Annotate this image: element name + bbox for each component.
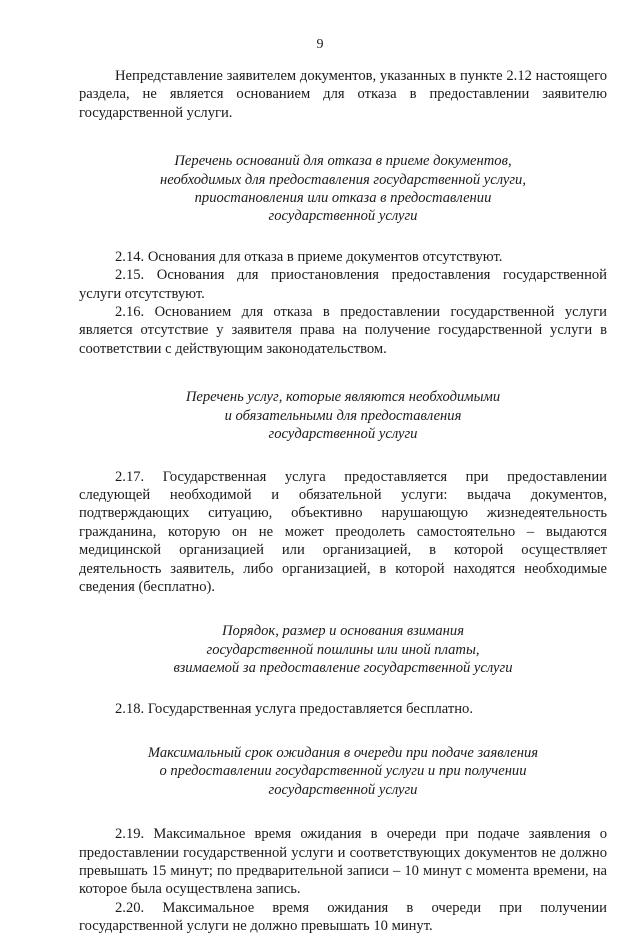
heading-line: о предоставлении государственной услуги и при получении (159, 763, 527, 780)
heading-line: государственной услуги (268, 208, 418, 225)
section-heading-fee (79, 622, 607, 677)
heading-line: и обязательными для предоставления (224, 407, 462, 424)
heading-line: приостановления или отказа в предоставлении (194, 190, 492, 207)
heading-line: государственной услуги (268, 781, 418, 798)
heading-line: Порядок, размер и основания взимания (221, 623, 464, 640)
heading-line: Максимальный срок ожидания в очереди при подаче заявления (147, 744, 539, 761)
heading-line: государственной услуги (268, 426, 418, 443)
heading-line: необходимых для предоставления государственной услуги, (159, 171, 527, 188)
page-number: 9 (316, 37, 324, 52)
paragraph-2-17: 2.17. Государственная услуга предоставляется при предоставлении следующей необходимой и обязательной услуги: выдача документов, подтверждающих ситуацию, объективно нарушающую жизнедеятельность гражданина, которую он не может преодолеть самостоятельно – выдаются медицинской организацией или организацией, в которой осуществляет деятельность заявитель, либо организацией, в которой находятся необходимые сведения (бесплатно). (79, 468, 607, 595)
document-body (79, 67, 607, 936)
section-heading-queue-time (79, 744, 607, 799)
heading-line: государственной пошлины или иной платы, (206, 641, 480, 658)
heading-line: Перечень услуг, которые являются необходимыми (185, 389, 501, 406)
heading-line: Перечень оснований для отказа в приеме документов, (174, 153, 512, 170)
heading-line: взимаемой за предоставление государственной услуги (173, 660, 513, 677)
paragraph-2-19: 2.19. Максимальное время ожидания в очереди при подаче заявления о предоставлении государственной услуги и соответствующих документов не должно превышать 15 минут; по предварительной записи – 10 минут с момента времени, на которое была осуществлена запись. (79, 826, 607, 898)
paragraph-2-15: 2.15. Основания для приостановления предоставления государственной услуги отсутствуют. (79, 267, 607, 302)
paragraph-2-20: 2.20. Максимальное время ожидания в очереди при получении государственной услуги не должно превышать 10 минут. (79, 899, 607, 935)
section-heading-necessary-services (79, 388, 607, 443)
section-heading-refusal-grounds (79, 152, 607, 226)
intro-paragraph: Непредставление заявителем документов, указанных в пункте 2.12 настоящего раздела, не является основанием для отказа в предоставлении заявителю государственной услуги. (79, 68, 607, 121)
paragraph-2-14: 2.14. Основания для отказа в приеме документов отсутствуют. (115, 248, 503, 265)
paragraph-2-16: 2.16. Основанием для отказа в предоставлении государственной услуги является отсутствие у заявителя права на получение государственной услуги в соответствии с действующим законодательством. (79, 304, 607, 357)
paragraph-2-18: 2.18. Государственная услуга предоставляется бесплатно. (115, 700, 474, 717)
